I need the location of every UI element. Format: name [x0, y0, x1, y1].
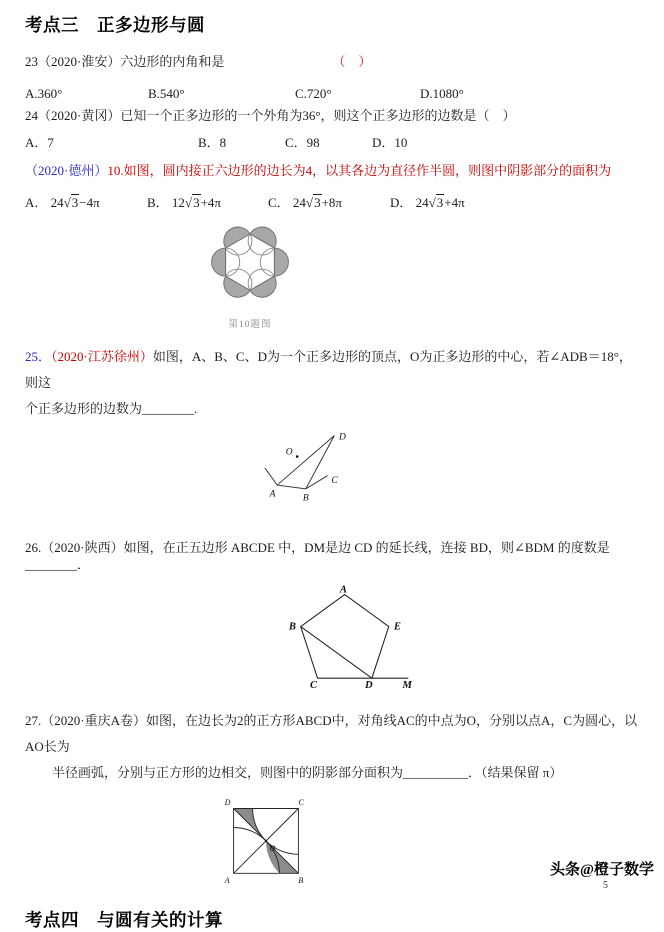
vertex-label-b: B — [288, 621, 296, 633]
q25-stem: 如图，A、B、C、D为一个正多边形的顶点，O为正多边形的中心，若∠ADB＝18°，则这 — [25, 349, 632, 390]
q24-option-b: B．8 — [198, 135, 227, 150]
section-3-title: 考点三 正多边形与圆 — [25, 15, 205, 35]
vertex-label-o: O — [285, 447, 293, 458]
radicand: 3 — [436, 195, 444, 210]
vertex-label-b: B — [302, 493, 309, 504]
q25-source: （2020·江苏徐州） — [51, 349, 153, 364]
option-label: B． — [147, 195, 172, 210]
square-arcs-figure — [221, 794, 311, 886]
q23-answer-bracket: （ ） — [332, 54, 372, 69]
footer-brand: 头条@橙子数学 — [550, 862, 654, 878]
section-4-title: 考点四 与圆有关的计算 — [25, 910, 223, 930]
question-25 — [25, 344, 642, 422]
q27-line1: 27.（2020·重庆A卷）如图，在边长为2的正方形ABCD中，对角线AC的中点为O，分别以点A，C为圆心，以AO长为 — [25, 713, 638, 754]
q25-line1 — [25, 344, 642, 396]
question-10 — [25, 162, 642, 179]
q27-figure — [221, 794, 316, 891]
question-24 — [25, 107, 642, 124]
radicand: 3 — [314, 195, 321, 210]
q23-stem: 23（2020·淮安）六边形的内角和是 — [25, 54, 225, 69]
formula-post: +4π — [200, 195, 221, 210]
q10-figure — [200, 219, 300, 330]
q26-figure — [283, 583, 423, 694]
radicand: 3 — [71, 195, 79, 210]
polygon-edges — [265, 468, 328, 489]
formula-pre: 24 — [292, 195, 306, 210]
q10-stem: 10.如图，圆内接正六边形的边长为4，以其各边为直径作半圆，则图中阴影部分的面积为 — [107, 163, 612, 178]
formula-pre: 12 — [171, 195, 185, 210]
q10-figure-caption: 第10题图 — [228, 320, 272, 330]
q24-stem: 24（2020·黄冈）已知一个正多边形的一个外角为36°，则这个正多边形的边数是（ ） — [25, 108, 516, 123]
vertex-label-a: A — [224, 876, 230, 886]
q24-option-c: C．98 — [285, 135, 320, 150]
pentagon-figure — [283, 583, 418, 692]
radicand: 3 — [193, 195, 200, 210]
sqrt-sign: √ — [63, 195, 71, 210]
question-23 — [25, 53, 642, 70]
vertex-label-m: M — [402, 680, 412, 692]
q25-number: 25． — [25, 349, 52, 364]
q27-line2: 半径画弧，分别与正方形的边相交，则图中的阴影部分面积为__________．（结果保留 π） — [52, 765, 563, 780]
vertex-label-d: D — [224, 797, 231, 807]
sqrt-sign: √ — [428, 195, 436, 210]
q23-option-a: A.360° — [25, 86, 63, 101]
q25-line2: 个正多边形的边数为________. — [25, 401, 198, 416]
midpoint-o — [265, 840, 267, 842]
center-point — [296, 455, 299, 458]
petal — [212, 248, 226, 276]
q23-options — [25, 86, 642, 102]
chord-da — [277, 436, 334, 485]
q24-option-a: A．7 — [25, 135, 54, 150]
option-label: C． — [268, 195, 293, 210]
vertex-label-d: D — [339, 432, 346, 443]
formula-post: −4π — [79, 195, 100, 210]
question-27 — [25, 708, 642, 786]
q24-options — [25, 132, 642, 151]
q23-option-d: D.1080° — [420, 86, 464, 101]
polygon-vertices-figure — [253, 428, 368, 506]
vertex-label-c: C — [331, 476, 338, 487]
q10-option-d — [390, 192, 465, 211]
q10-option-a — [25, 192, 147, 211]
vertex-label-e: E — [393, 621, 401, 633]
page-number: 5 — [603, 880, 608, 891]
chord-db — [306, 436, 335, 489]
sqrt-sign: √ — [305, 195, 314, 210]
vertex-label-b: B — [298, 876, 304, 886]
sqrt-sign: √ — [184, 195, 193, 210]
diagonal-bd — [301, 627, 372, 679]
formula-post: +4π — [444, 195, 465, 210]
petal — [274, 248, 288, 276]
vertex-label-a: A — [339, 584, 347, 596]
vertex-label-a: A — [269, 489, 276, 500]
q26-stem: 26.（2020·陕西）如图，在正五边形 ABCDE 中，DM是边 CD 的延长线，连接 BD，则∠BDM 的度数是________． — [25, 540, 610, 572]
hexagon-flower-figure — [205, 219, 295, 309]
vertex-label-c: C — [298, 797, 304, 807]
q23-option-b: B.540° — [148, 86, 185, 101]
q10-option-b — [147, 192, 268, 211]
center-label-o: O — [269, 843, 276, 853]
q24-option-d: D．10 — [372, 135, 408, 150]
q23-option-c: C.720° — [295, 86, 332, 101]
q10-options — [25, 192, 642, 211]
vertex-label-c: C — [310, 680, 318, 692]
option-label: D． — [390, 195, 416, 210]
q25-figure — [253, 428, 373, 511]
q10-option-c — [268, 192, 390, 211]
option-label: A． — [25, 195, 51, 210]
vertex-label-d: D — [364, 680, 373, 692]
question-26 — [25, 539, 642, 573]
formula-pre: 24 — [50, 195, 64, 210]
q10-source: （2020·德州） — [25, 163, 108, 178]
formula-pre: 24 — [415, 195, 429, 210]
formula-post: +8π — [321, 195, 342, 210]
